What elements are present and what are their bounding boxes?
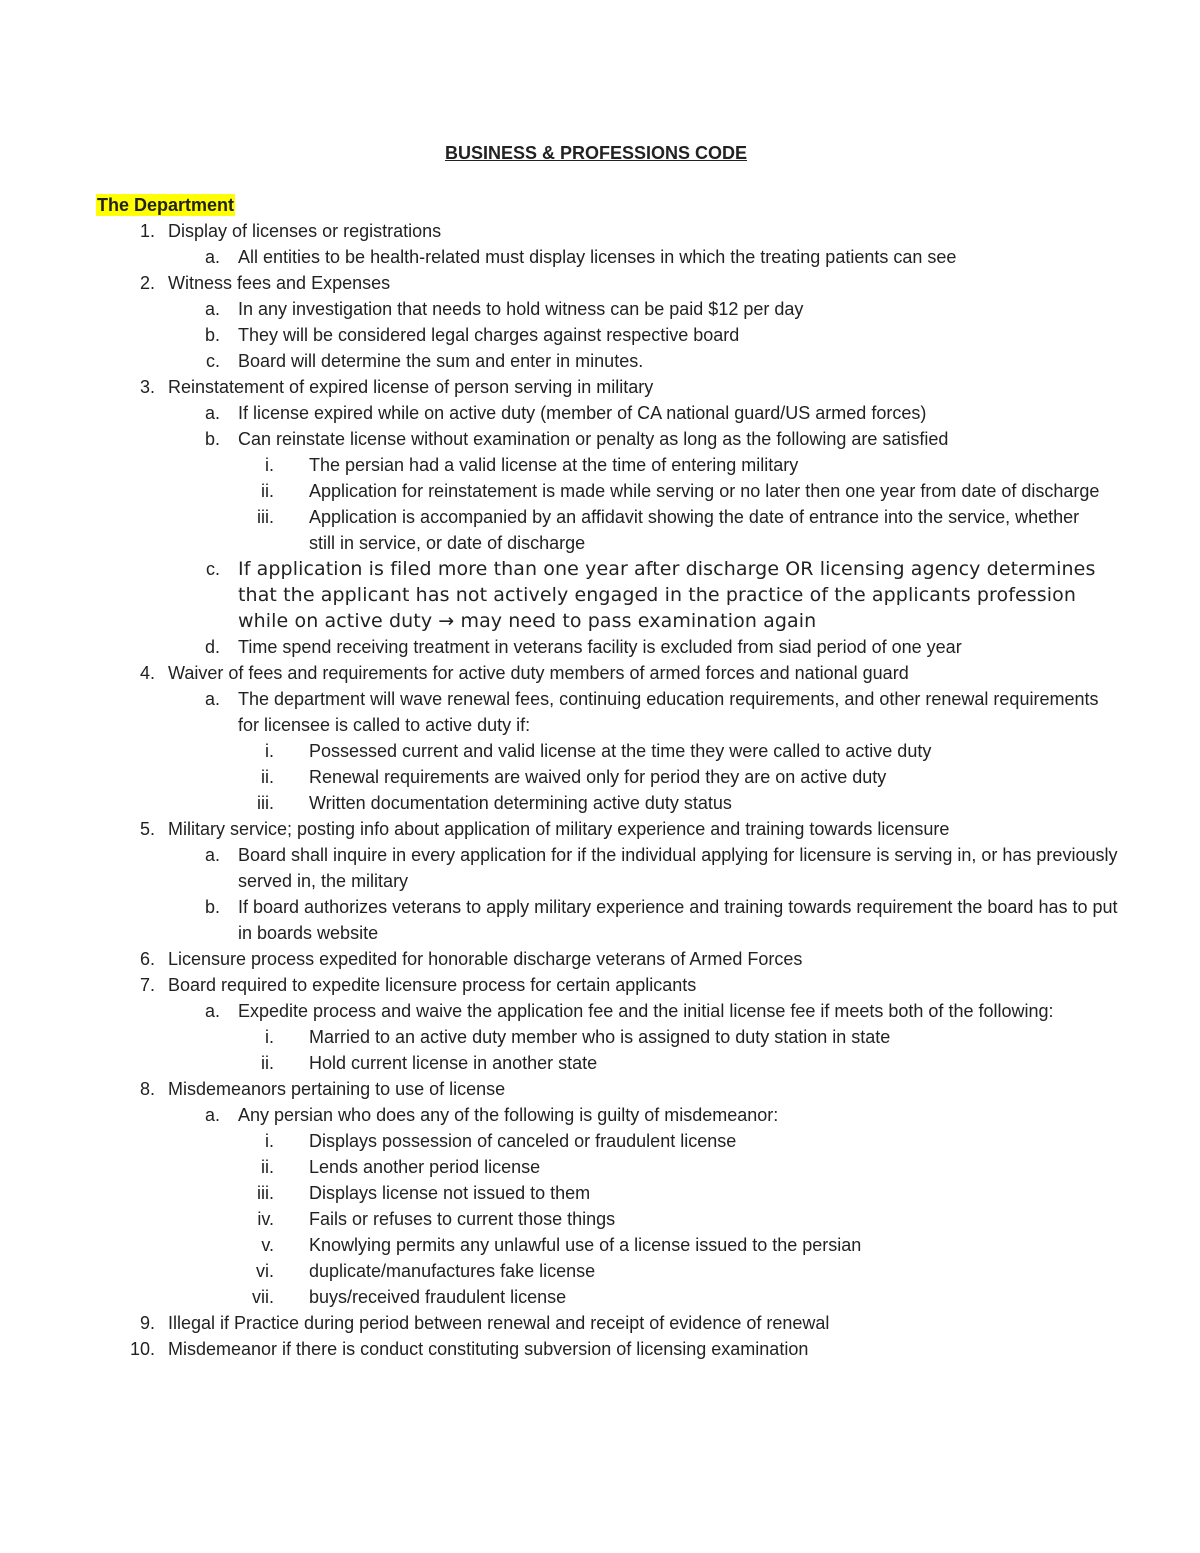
- list-marker: a.: [204, 1001, 220, 1021]
- list-marker: 1.: [139, 221, 155, 241]
- list-item-text: Application is accompanied by an affidavit showing the date of entrance into the service, whether still in service, or date of discharge: [309, 507, 1080, 553]
- list-marker: vi.: [256, 1261, 274, 1281]
- list-item: [0, 1076, 1200, 1102]
- list-marker: b.: [204, 429, 220, 449]
- section-heading: The Department: [97, 195, 235, 215]
- list-item: [0, 218, 1200, 244]
- sub-list-item: [0, 556, 1200, 634]
- sub-list-item: [0, 426, 1200, 452]
- list-item-text: The department will wave renewal fees, continuing education requirements, and other renewal requirements for licensee is called to active duty if:: [238, 689, 1099, 735]
- sub-sub-list-item: [0, 1284, 1200, 1310]
- list-item-text: Hold current license in another state: [309, 1053, 598, 1073]
- list-item-text: Illegal if Practice during period between renewal and receipt of evidence of renewal: [168, 1313, 830, 1333]
- list-item-text: If license expired while on active duty (member of CA national guard/US armed forces): [238, 403, 927, 423]
- list-marker: v.: [261, 1235, 274, 1255]
- list-item-text: Board required to expedite licensure process for certain applicants: [168, 975, 697, 995]
- list-marker: c.: [205, 351, 220, 371]
- list-marker: 3.: [139, 377, 155, 397]
- list-marker: i.: [265, 741, 274, 761]
- list-item-text: Application for reinstatement is made while serving or no later then one year from date of discharge: [309, 481, 1100, 501]
- list-item-text: In any investigation that needs to hold witness can be paid $12 per day: [238, 299, 804, 319]
- list-item: [0, 972, 1200, 998]
- sub-sub-list-item: [0, 1206, 1200, 1232]
- list-item-text: If application is filed more than one year after discharge OR licensing agency determines that the applicant has not actively engaged in the practice of the applicants profession while on active duty → may need to pass examination again: [238, 558, 1096, 632]
- list-marker: a.: [204, 247, 220, 267]
- sub-list-item: [0, 634, 1200, 660]
- list-item: [0, 374, 1200, 400]
- list-marker: d.: [204, 637, 220, 657]
- sub-sub-list-item: [0, 1154, 1200, 1180]
- list-item: [0, 660, 1200, 686]
- list-item-text: duplicate/manufactures fake license: [309, 1261, 596, 1281]
- list-item-text: Display of licenses or registrations: [168, 221, 442, 241]
- list-item-text: They will be considered legal charges against respective board: [238, 325, 740, 345]
- list-item-text: Misdemeanors pertaining to use of license: [168, 1079, 506, 1099]
- list-item-text: Misdemeanor if there is conduct constituting subversion of licensing examination: [168, 1339, 809, 1359]
- sub-list-item: [0, 1102, 1200, 1128]
- list-item-text: Displays license not issued to them: [309, 1183, 591, 1203]
- list-marker: 2.: [139, 273, 155, 293]
- list-marker: ii.: [261, 1157, 274, 1177]
- sub-sub-list-item: [0, 764, 1200, 790]
- list-marker: iii.: [257, 1183, 274, 1203]
- list-marker: iii.: [257, 507, 274, 527]
- sub-sub-list-item: [0, 790, 1200, 816]
- sub-sub-list-item: [0, 1024, 1200, 1050]
- list-marker: i.: [265, 455, 274, 475]
- sub-sub-list-item: [0, 1180, 1200, 1206]
- sub-sub-list-item: [0, 478, 1200, 504]
- list-item-text: Displays possession of canceled or fraudulent license: [309, 1131, 737, 1151]
- list-item-text: buys/received fraudulent license: [309, 1287, 567, 1307]
- sub-sub-list-item: [0, 504, 1200, 556]
- document-title: BUSINESS & PROFESSIONS CODE: [444, 143, 748, 163]
- list-marker: 8.: [139, 1079, 155, 1099]
- list-item-text: Waiver of fees and requirements for active duty members of armed forces and national guard: [168, 663, 909, 683]
- list-marker: b.: [204, 897, 220, 917]
- list-item-text: All entities to be health-related must display licenses in which the treating patients can see: [238, 247, 957, 267]
- list-item: [0, 946, 1200, 972]
- list-marker: iii.: [257, 793, 274, 813]
- sub-list-item: [0, 842, 1200, 894]
- list-marker: 7.: [139, 975, 155, 995]
- list-item: [0, 1310, 1200, 1336]
- sub-list-item: [0, 400, 1200, 426]
- sub-list-item: [0, 322, 1200, 348]
- outline-list: [0, 218, 1200, 1362]
- sub-list-item: [0, 244, 1200, 270]
- list-item-text: Renewal requirements are waived only for period they are on active duty: [309, 767, 887, 787]
- list-marker: i.: [265, 1027, 274, 1047]
- sub-list-item: [0, 296, 1200, 322]
- list-item-text: Written documentation determining active duty status: [309, 793, 732, 813]
- list-item-text: Knowlying permits any unlawful use of a license issued to the persian: [309, 1235, 862, 1255]
- sub-sub-list-item: [0, 1232, 1200, 1258]
- list-item-text: Fails or refuses to current those things: [309, 1209, 616, 1229]
- list-item: [0, 270, 1200, 296]
- list-item-text: Can reinstate license without examination or penalty as long as the following are satisfied: [238, 429, 949, 449]
- list-marker: 10.: [129, 1339, 155, 1359]
- list-item-text: Possessed current and valid license at the time they were called to active duty: [309, 741, 932, 761]
- list-item: [0, 816, 1200, 842]
- list-marker: ii.: [261, 481, 274, 501]
- list-item-text: Any persian who does any of the following is guilty of misdemeanor:: [238, 1105, 779, 1125]
- sub-list-item: [0, 686, 1200, 738]
- list-marker: b.: [204, 325, 220, 345]
- list-item-text: The persian had a valid license at the time of entering military: [309, 455, 799, 475]
- sub-sub-list-item: [0, 452, 1200, 478]
- list-item-text: Board shall inquire in every application for if the individual applying for licensure is serving in, or has previously served in, the military: [238, 845, 1118, 891]
- list-marker: ii.: [261, 767, 274, 787]
- list-item-text: If board authorizes veterans to apply military experience and training towards requirement the board has to put in boards website: [238, 897, 1118, 943]
- sub-list-item: [0, 348, 1200, 374]
- list-marker: c.: [205, 559, 220, 579]
- list-marker: 6.: [139, 949, 155, 969]
- list-item-text: Military service; posting info about application of military experience and training towards licensure: [168, 819, 950, 839]
- list-marker: ii.: [261, 1053, 274, 1073]
- list-marker: a.: [204, 299, 220, 319]
- sub-sub-list-item: [0, 738, 1200, 764]
- list-item-text: Licensure process expedited for honorable discharge veterans of Armed Forces: [168, 949, 803, 969]
- list-item-text: Time spend receiving treatment in veterans facility is excluded from siad period of one year: [238, 637, 962, 657]
- list-item-text: Married to an active duty member who is assigned to duty station in state: [309, 1027, 891, 1047]
- list-item-text: Witness fees and Expenses: [168, 273, 391, 293]
- list-marker: vii.: [252, 1287, 274, 1307]
- sub-sub-list-item: [0, 1258, 1200, 1284]
- list-marker: 5.: [139, 819, 155, 839]
- list-marker: 9.: [139, 1313, 155, 1333]
- sub-list-item: [0, 894, 1200, 946]
- list-marker: a.: [204, 1105, 220, 1125]
- list-item-text: Lends another period license: [309, 1157, 541, 1177]
- list-marker: iv.: [257, 1209, 274, 1229]
- list-marker: a.: [204, 689, 220, 709]
- sub-list-item: [0, 998, 1200, 1024]
- list-marker: i.: [265, 1131, 274, 1151]
- list-marker: 4.: [139, 663, 155, 683]
- list-item: [0, 1336, 1200, 1362]
- sub-sub-list-item: [0, 1050, 1200, 1076]
- list-marker: a.: [204, 403, 220, 423]
- list-item-text: Reinstatement of expired license of person serving in military: [168, 377, 654, 397]
- sub-sub-list-item: [0, 1128, 1200, 1154]
- list-item-text: Board will determine the sum and enter in minutes.: [238, 351, 644, 371]
- list-marker: a.: [204, 845, 220, 865]
- list-item-text: Expedite process and waive the application fee and the initial license fee if meets both of the following:: [238, 1001, 1054, 1021]
